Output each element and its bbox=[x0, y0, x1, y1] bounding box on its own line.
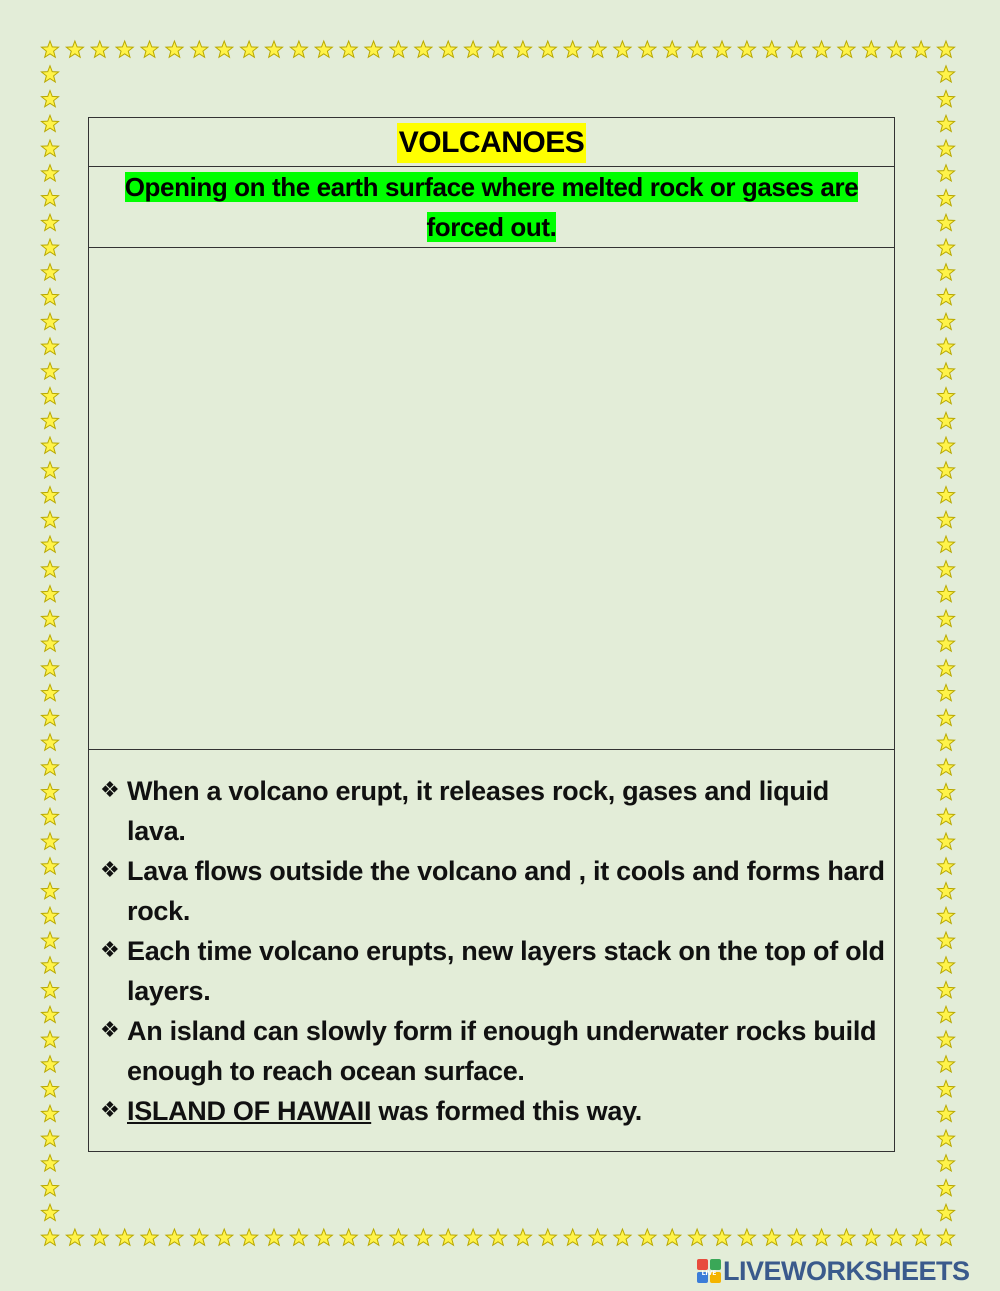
star-icon bbox=[390, 1229, 407, 1245]
star-icon bbox=[813, 1229, 830, 1245]
star-icon bbox=[937, 907, 954, 923]
star-icon bbox=[41, 1105, 58, 1121]
star-icon bbox=[415, 1229, 432, 1245]
star-icon bbox=[937, 660, 954, 676]
svg-text:LIVE: LIVE bbox=[701, 1270, 717, 1277]
star-icon bbox=[241, 41, 258, 57]
star-icon bbox=[216, 41, 233, 57]
star-icon bbox=[937, 759, 954, 775]
star-icon bbox=[937, 1105, 954, 1121]
star-icon bbox=[41, 907, 58, 923]
fact-item bbox=[100, 931, 894, 1011]
star-icon bbox=[689, 41, 706, 57]
star-icon bbox=[41, 91, 58, 107]
star-icon bbox=[937, 833, 954, 849]
star-icon bbox=[241, 1229, 258, 1245]
star-icon bbox=[141, 41, 158, 57]
star-icon bbox=[41, 1229, 58, 1245]
watermark-text: LIVEWORKSHEETS bbox=[723, 1255, 970, 1286]
star-icon bbox=[937, 1081, 954, 1097]
star-icon bbox=[937, 91, 954, 107]
star-icon bbox=[41, 536, 58, 552]
star-icon bbox=[41, 388, 58, 404]
star-icon bbox=[66, 41, 83, 57]
volcano-definition: Opening on the earth surface where melted rock or gases are forced out. bbox=[124, 172, 859, 242]
star-icon bbox=[937, 932, 954, 948]
star-icon bbox=[664, 1229, 681, 1245]
star-icon bbox=[41, 289, 58, 305]
fact-item bbox=[100, 1091, 894, 1131]
star-icon bbox=[888, 1229, 905, 1245]
star-icon bbox=[589, 1229, 606, 1245]
star-icon bbox=[315, 41, 332, 57]
star-icon bbox=[41, 511, 58, 527]
star-icon bbox=[937, 610, 954, 626]
star-icon bbox=[440, 41, 457, 57]
star-icon bbox=[937, 165, 954, 181]
star-icon bbox=[913, 1229, 930, 1245]
hawaii-emphasis: ISLAND OF HAWAII bbox=[127, 1096, 372, 1126]
star-icon bbox=[937, 536, 954, 552]
star-icon bbox=[191, 41, 208, 57]
star-icon bbox=[713, 1229, 730, 1245]
star-icon bbox=[41, 833, 58, 849]
star-icon bbox=[41, 982, 58, 998]
star-icon bbox=[813, 41, 830, 57]
star-icon bbox=[290, 1229, 307, 1245]
star-icon bbox=[41, 685, 58, 701]
star-icon bbox=[41, 759, 58, 775]
star-icon bbox=[639, 41, 656, 57]
star-icon bbox=[689, 1229, 706, 1245]
star-icon bbox=[116, 41, 133, 57]
star-icon bbox=[365, 1229, 382, 1245]
star-icon bbox=[141, 1229, 158, 1245]
star-icon bbox=[41, 140, 58, 156]
star-icon bbox=[41, 165, 58, 181]
star-icon bbox=[937, 462, 954, 478]
diamond-bullet-icon: ❖ bbox=[100, 938, 120, 963]
star-icon bbox=[41, 437, 58, 453]
star-icon bbox=[41, 115, 58, 131]
star-icon bbox=[465, 1229, 482, 1245]
star-icon bbox=[41, 734, 58, 750]
star-icon bbox=[41, 808, 58, 824]
star-icon bbox=[614, 41, 631, 57]
star-icon bbox=[41, 41, 58, 57]
star-icon bbox=[41, 313, 58, 329]
facts-list bbox=[89, 750, 894, 1131]
star-icon bbox=[937, 1031, 954, 1047]
star-icon bbox=[838, 41, 855, 57]
star-icon bbox=[937, 1155, 954, 1171]
star-icon bbox=[166, 1229, 183, 1245]
star-icon bbox=[116, 1229, 133, 1245]
star-icon bbox=[863, 41, 880, 57]
title-row bbox=[89, 118, 894, 167]
star-icon bbox=[937, 66, 954, 82]
star-icon bbox=[539, 1229, 556, 1245]
star-icon bbox=[838, 1229, 855, 1245]
star-icon bbox=[738, 1229, 755, 1245]
star-icon bbox=[315, 1229, 332, 1245]
star-icon bbox=[937, 858, 954, 874]
star-icon bbox=[514, 41, 531, 57]
definition-row bbox=[89, 167, 894, 248]
star-icon bbox=[937, 487, 954, 503]
star-icon bbox=[41, 214, 58, 230]
star-icon bbox=[41, 957, 58, 973]
star-icon bbox=[41, 586, 58, 602]
star-icon bbox=[340, 1229, 357, 1245]
star-icon bbox=[713, 41, 730, 57]
fact-item bbox=[100, 771, 894, 851]
star-icon bbox=[41, 883, 58, 899]
star-icon bbox=[937, 437, 954, 453]
star-icon bbox=[91, 1229, 108, 1245]
fact-item bbox=[100, 851, 894, 931]
diamond-bullet-icon: ❖ bbox=[100, 858, 120, 883]
star-icon bbox=[937, 685, 954, 701]
star-icon bbox=[265, 1229, 282, 1245]
diamond-bullet-icon: ❖ bbox=[100, 1098, 120, 1123]
page-title: VOLCANOES bbox=[397, 123, 587, 163]
diamond-bullet-icon: ❖ bbox=[100, 778, 120, 803]
star-icon bbox=[390, 41, 407, 57]
star-icon bbox=[216, 1229, 233, 1245]
star-icon bbox=[937, 635, 954, 651]
star-icon bbox=[937, 1229, 954, 1245]
star-icon bbox=[937, 511, 954, 527]
star-icon bbox=[937, 586, 954, 602]
diamond-bullet-icon: ❖ bbox=[100, 1018, 120, 1043]
fact-text: When a volcano erupt, it releases rock, gases and liquid lava. bbox=[127, 776, 829, 846]
facts-area bbox=[89, 750, 894, 1151]
liveworksheets-watermark bbox=[697, 1254, 970, 1288]
star-icon bbox=[937, 982, 954, 998]
star-icon bbox=[937, 388, 954, 404]
star-icon bbox=[937, 190, 954, 206]
star-icon bbox=[937, 313, 954, 329]
star-icon bbox=[465, 41, 482, 57]
image-area bbox=[89, 248, 894, 750]
fact-text: Lava flows outside the volcano and , it cools and forms hard rock. bbox=[127, 856, 885, 926]
star-icon bbox=[41, 239, 58, 255]
star-icon bbox=[41, 1056, 58, 1072]
fact-text: An island can slowly form if enough underwater rocks build enough to reach ocean surface. bbox=[127, 1016, 877, 1086]
star-icon bbox=[191, 1229, 208, 1245]
star-icon bbox=[937, 957, 954, 973]
star-icon bbox=[639, 1229, 656, 1245]
star-icon bbox=[41, 338, 58, 354]
star-icon bbox=[937, 338, 954, 354]
star-icon bbox=[937, 1180, 954, 1196]
star-icon bbox=[937, 264, 954, 280]
star-icon bbox=[91, 41, 108, 57]
star-icon bbox=[937, 734, 954, 750]
star-icon bbox=[41, 462, 58, 478]
star-icon bbox=[937, 883, 954, 899]
star-icon bbox=[41, 1155, 58, 1171]
worksheet-table bbox=[88, 117, 895, 1152]
star-icon bbox=[41, 66, 58, 82]
star-icon bbox=[41, 1081, 58, 1097]
star-icon bbox=[937, 289, 954, 305]
star-icon bbox=[265, 41, 282, 57]
star-icon bbox=[937, 412, 954, 428]
star-icon bbox=[41, 190, 58, 206]
star-icon bbox=[937, 115, 954, 131]
star-icon bbox=[738, 41, 755, 57]
star-icon bbox=[937, 1130, 954, 1146]
star-icon bbox=[41, 1130, 58, 1146]
star-icon bbox=[564, 1229, 581, 1245]
star-icon bbox=[763, 1229, 780, 1245]
star-icon bbox=[937, 561, 954, 577]
star-icon bbox=[166, 41, 183, 57]
fact-text: was formed this way. bbox=[371, 1096, 642, 1126]
fact-item bbox=[100, 1011, 894, 1091]
star-icon bbox=[66, 1229, 83, 1245]
star-icon bbox=[41, 487, 58, 503]
star-icon bbox=[937, 1056, 954, 1072]
star-icon bbox=[340, 41, 357, 57]
fact-text: Each time volcano erupts, new layers stack on the top of old layers. bbox=[127, 936, 885, 1006]
star-icon bbox=[489, 1229, 506, 1245]
star-icon bbox=[614, 1229, 631, 1245]
star-icon bbox=[41, 932, 58, 948]
star-icon bbox=[41, 784, 58, 800]
star-icon bbox=[937, 784, 954, 800]
star-icon bbox=[41, 264, 58, 280]
star-icon bbox=[41, 1031, 58, 1047]
star-icon bbox=[913, 41, 930, 57]
star-icon bbox=[589, 41, 606, 57]
star-icon bbox=[440, 1229, 457, 1245]
liveworksheets-logo-icon bbox=[697, 1259, 721, 1283]
star-icon bbox=[937, 363, 954, 379]
star-icon bbox=[937, 239, 954, 255]
star-icon bbox=[41, 1180, 58, 1196]
star-icon bbox=[41, 610, 58, 626]
star-icon bbox=[41, 635, 58, 651]
star-icon bbox=[41, 1006, 58, 1022]
star-icon bbox=[41, 1204, 58, 1220]
star-icon bbox=[539, 41, 556, 57]
star-icon bbox=[937, 41, 954, 57]
star-icon bbox=[937, 1204, 954, 1220]
star-icon bbox=[937, 214, 954, 230]
star-icon bbox=[290, 41, 307, 57]
star-icon bbox=[415, 41, 432, 57]
star-icon bbox=[365, 41, 382, 57]
star-icon bbox=[937, 140, 954, 156]
star-icon bbox=[489, 41, 506, 57]
star-icon bbox=[937, 709, 954, 725]
star-icon bbox=[514, 1229, 531, 1245]
star-icon bbox=[863, 1229, 880, 1245]
star-icon bbox=[41, 561, 58, 577]
star-icon bbox=[564, 41, 581, 57]
star-icon bbox=[937, 808, 954, 824]
star-icon bbox=[788, 1229, 805, 1245]
star-icon bbox=[763, 41, 780, 57]
star-icon bbox=[41, 660, 58, 676]
star-icon bbox=[888, 41, 905, 57]
star-icon bbox=[41, 858, 58, 874]
star-icon bbox=[41, 709, 58, 725]
star-icon bbox=[937, 1006, 954, 1022]
star-icon bbox=[788, 41, 805, 57]
star-icon bbox=[664, 41, 681, 57]
star-icon bbox=[41, 412, 58, 428]
star-icon bbox=[41, 363, 58, 379]
